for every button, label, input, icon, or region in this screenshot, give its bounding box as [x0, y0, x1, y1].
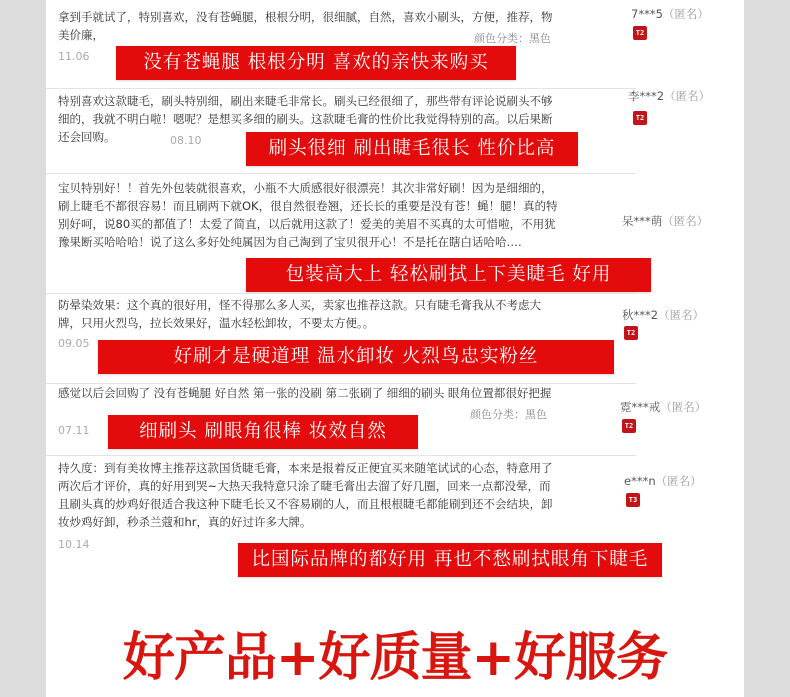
- review-item: [46, 383, 744, 455]
- anonymous-tag: （匿名）: [660, 400, 707, 414]
- review-text: 防晕染效果：这个真的很好用，怪不得那么多人买，卖家也推荐这款。只有睫毛膏我从不考虑大牌，只用火烈鸟，拉长效果好，温水轻松卸妆，不要太方便。。: [58, 298, 541, 330]
- review-date: 11.06: [58, 50, 90, 63]
- reviewer-name: [622, 213, 708, 229]
- review-text: 特别喜欢这款睫毛，刷头特别细，刷出来睫毛非常长。刷头已经很细了，那些带有评论说刷头不够细的，我就不明白啦！嗯呢？是想买多细的刷头。这款睫毛膏的性价比我觉得特别的高。以后果断还会回购。: [58, 94, 553, 144]
- review-highlight-banner: 细刷头 刷眼角很棒 妆效自然: [108, 415, 418, 449]
- review-text: 宝贝特别好！！首先外包装就很喜欢，小瓶不大质感很好很漂亮！其次非常好刷！因为是细细的，刷上睫毛不都很容易！而且刷两下就OK，很自然很卷翘，还长长的重要是没有苍！蝇！腿！真的特别好呵，说80买的都值了！太爱了简直，以后就用这款了！爱美的美眉不买真的太可惜啦，不用犹豫果断买哈哈哈！说了这么多好处纯属因为自己淘到了宝贝很开心！不是托在瞎白话哈哈….: [58, 181, 558, 249]
- review-item: [46, 0, 744, 88]
- review-highlight-banner: 比国际品牌的都好用 再也不愁刷拭眼角下睫毛: [238, 543, 662, 577]
- review-color-label: 颜色分类：黑色: [470, 408, 547, 421]
- anonymous-tag: （匿名）: [655, 474, 702, 488]
- review-date: 07.11: [58, 424, 90, 437]
- vip-level-icon: T2: [622, 419, 636, 433]
- review-item: [46, 173, 744, 293]
- reviewer-name: [628, 88, 710, 104]
- vip-level-icon: T2: [633, 111, 647, 125]
- review-date: 10.14: [58, 538, 90, 551]
- review-color-label: 颜色分类：黑色: [474, 32, 551, 45]
- review-text: 持久度：到有美妆博主推荐这款国货睫毛膏，本来是报着反正便宜买来随笔试试的心态，特意用了两次后才评价，真的好用到哭~大热天我特意只涂了睫毛膏出去溜了好几圈，回来一点都没晕，而且刷头真的炒鸡好很适合我这种下睫毛长又不容易刷的人，而且根根睫毛都能刷到还不会结块，卸妆炒鸡好卸，秒杀兰蔻和hr，真的好过许多大牌。: [58, 461, 553, 529]
- anonymous-tag: （匿名）: [662, 214, 709, 228]
- review-date: 08.10: [170, 134, 202, 147]
- review-date: 09.05: [58, 337, 90, 350]
- reviewer-name: [620, 399, 706, 415]
- review-text: 感觉以后会回购了 没有苍蝇腿 好自然 第一张的没刷 第二张刷了 细细的刷头 眼角位置都很好把握: [58, 386, 552, 400]
- anonymous-tag: （匿名）: [664, 89, 711, 103]
- review-item: [46, 455, 744, 580]
- review-panel: [46, 0, 744, 697]
- reviewer-id: e***n: [624, 474, 656, 488]
- vip-level-icon: T2: [624, 326, 638, 340]
- review-highlight-banner: 好刷才是硬道理 温水卸妆 火烈鸟忠实粉丝: [98, 340, 614, 374]
- reviewer-id: 秋***2: [622, 308, 659, 322]
- reviewer-id: 呆***萌: [622, 214, 663, 228]
- review-item: [46, 88, 744, 173]
- left-margin: [0, 0, 46, 697]
- reviewer-id: 李***2: [628, 89, 665, 103]
- review-item: [46, 293, 744, 383]
- reviewer-name: [622, 307, 704, 323]
- reviewer-name: [624, 473, 702, 489]
- anonymous-tag: （匿名）: [662, 7, 709, 21]
- vip-level-icon: T3: [626, 493, 640, 507]
- reviewer-id: 霓***戒: [620, 400, 661, 414]
- right-margin: [744, 0, 790, 697]
- promo-slogan: 好产品+好质量+好服务: [122, 628, 668, 688]
- vip-level-icon: T2: [633, 26, 647, 40]
- review-highlight-banner: 包装高大上 轻松刷拭上下美睫毛 好用: [246, 258, 651, 292]
- anonymous-tag: （匿名）: [658, 308, 705, 322]
- review-highlight-banner: 没有苍蝇腿 根根分明 喜欢的亲快来购买: [116, 46, 516, 80]
- review-highlight-banner: 刷头很细 刷出睫毛很长 性价比高: [246, 132, 578, 166]
- reviewer-id: 7***5: [631, 7, 663, 21]
- review-text: 拿到手就试了，特别喜欢，没有苍蝇腿，根根分明，很细腻，自然，喜欢小刷头，方便，推荐，物美价廉，: [58, 10, 553, 42]
- reviewer-name: [631, 6, 709, 22]
